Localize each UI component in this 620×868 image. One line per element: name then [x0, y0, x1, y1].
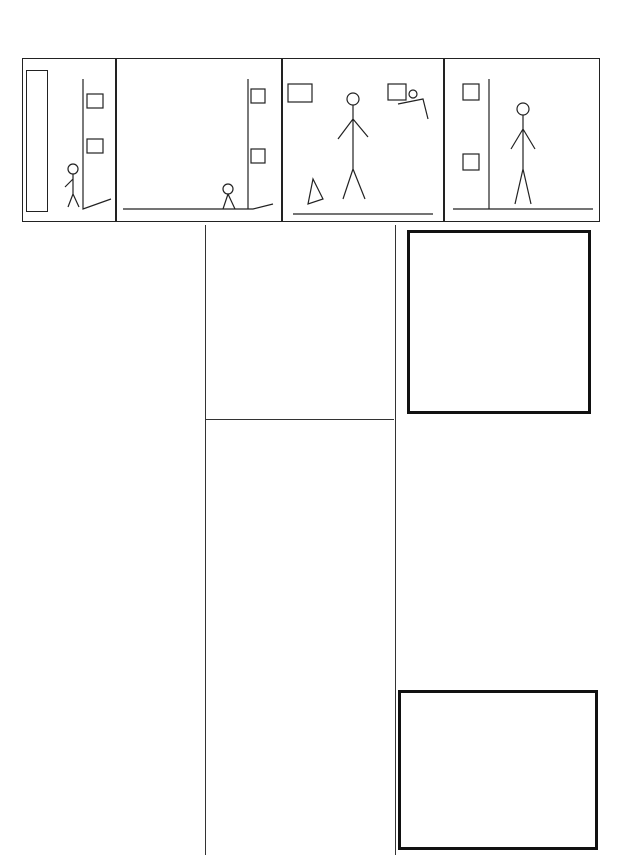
- crossword-grid: [220, 241, 400, 409]
- cartoon-strip: [22, 58, 600, 222]
- chess-board: [407, 230, 591, 414]
- crucigrama-anterior-title: [206, 419, 394, 423]
- crossword-area: [206, 229, 394, 407]
- cartoon-tab: [26, 70, 48, 212]
- cartoon-drawing: [23, 59, 601, 223]
- galleries-listing: [22, 225, 204, 850]
- classified-ad: [398, 690, 598, 850]
